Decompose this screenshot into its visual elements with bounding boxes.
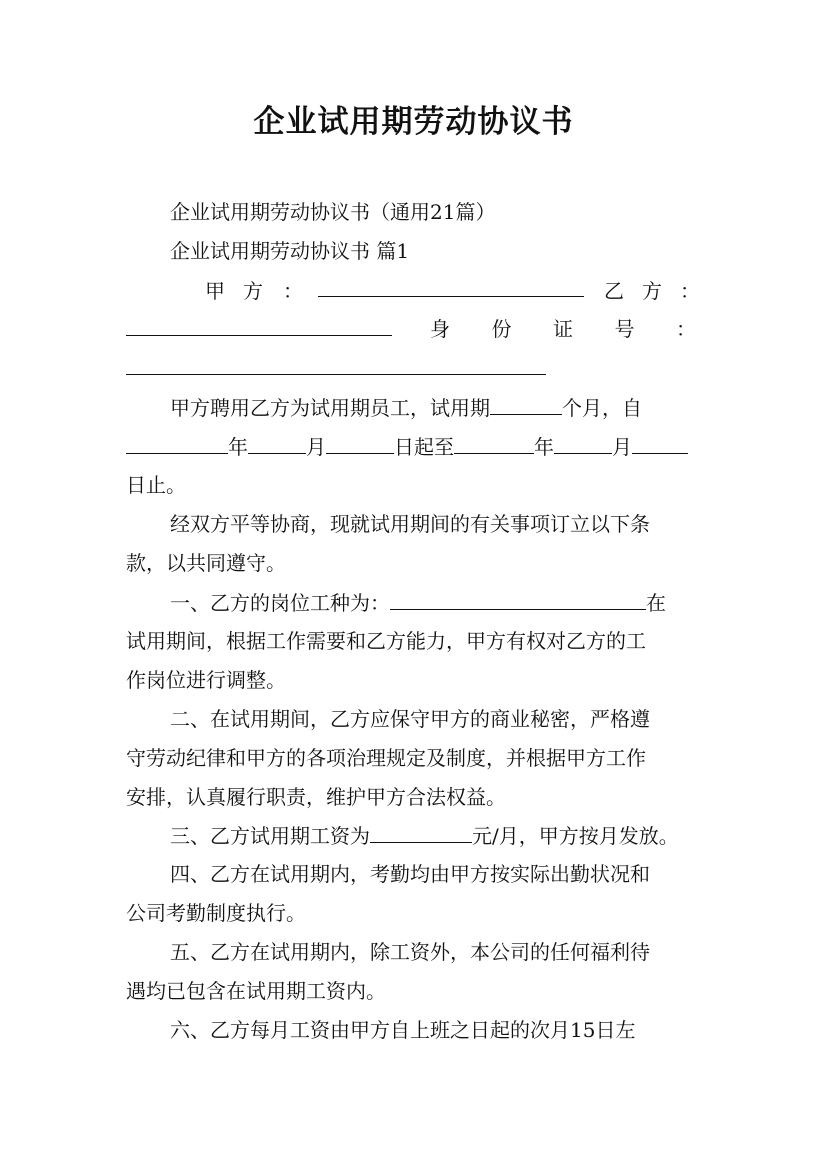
start-month-blank[interactable] <box>248 433 306 454</box>
p1-line-1 <box>170 394 642 421</box>
p3-line-3: 作岗位进行调整。 <box>126 668 286 692</box>
id-char-4: 号 <box>614 317 635 341</box>
section-heading: 企业试用期劳动协议书 篇1 <box>170 239 410 263</box>
id-char-3: 证 <box>553 317 573 341</box>
party-a-fang: 方 <box>243 279 263 303</box>
party-b-char: 乙 <box>604 279 624 303</box>
p6-line-2: 公司考勤制度执行。 <box>126 901 306 925</box>
p2-line-1: 经双方平等协商，现就试用期间的有关事项订立以下条 <box>170 512 650 536</box>
id-char-2: 份 <box>491 317 512 341</box>
party-b-blank[interactable] <box>126 335 392 336</box>
p5-text-b: 元/月，甲方按月发放。 <box>472 824 679 848</box>
party-a-colon: ： <box>283 279 303 303</box>
p8-line-1: 六、乙方每月工资由甲方自上班之日起的次月15日左 <box>170 1018 636 1042</box>
end-month-blank[interactable] <box>554 433 612 454</box>
party-b-colon: ： <box>680 279 700 303</box>
trial-months-blank[interactable] <box>490 394 562 415</box>
id-number-label <box>430 316 696 342</box>
document-subtitle: 企业试用期劳动协议书（通用21篇） <box>170 200 496 224</box>
p3-line-2: 试用期间，根据工作需要和乙方能力，甲方有权对乙方的工 <box>126 629 646 653</box>
p1-text-b: 个月，自 <box>562 396 642 420</box>
p5-line-1 <box>170 822 679 849</box>
p4-line-1: 二、在试用期间，乙方应保守甲方的商业秘密，严格遵 <box>170 707 650 731</box>
p1-text-month-2: 月 <box>612 435 632 459</box>
document-title: 企业试用期劳动协议书 <box>253 104 574 140</box>
party-b-fang: 方 <box>642 279 662 303</box>
p3-text-a: 一、乙方的岗位工种为： <box>170 591 390 615</box>
p5-text-a: 三、乙方试用期工资为 <box>170 824 370 848</box>
party-a-label <box>205 278 303 304</box>
id-number-blank[interactable] <box>126 374 546 375</box>
p1-line-3: 日止。 <box>126 473 186 497</box>
party-b-label <box>604 278 700 304</box>
start-year-blank[interactable] <box>126 433 228 454</box>
p4-line-2: 守劳动纪律和甲方的各项治理规定及制度，并根据甲方工作 <box>126 746 646 770</box>
party-a-blank[interactable] <box>318 296 584 297</box>
p1-text-a: 甲方聘用乙方为试用期员工，试用期 <box>170 396 490 420</box>
p3-line-1 <box>170 589 666 616</box>
p4-line-3: 安排，认真履行职责，维护甲方合法权益。 <box>126 785 506 809</box>
p7-line-2: 遇均已包含在试用期工资内。 <box>126 979 386 1003</box>
p1-text-until: 日起至 <box>394 435 454 459</box>
id-colon: ： <box>676 317 696 341</box>
p1-text-month: 月 <box>306 435 326 459</box>
p1-text-year-2: 年 <box>534 435 554 459</box>
p7-line-1: 五、乙方在试用期内，除工资外，本公司的任何福利待 <box>170 940 650 964</box>
p1-line-2 <box>126 433 688 460</box>
p3-text-b: 在 <box>646 591 666 615</box>
position-blank[interactable] <box>390 589 646 610</box>
p1-text-year: 年 <box>228 435 248 459</box>
end-day-blank[interactable] <box>632 433 688 454</box>
salary-blank[interactable] <box>370 822 472 843</box>
end-year-blank[interactable] <box>454 433 534 454</box>
party-a-char: 甲 <box>205 279 225 303</box>
id-char-1: 身 <box>430 317 450 341</box>
p6-line-1: 四、乙方在试用期内，考勤均由甲方按实际出勤状况和 <box>170 862 650 886</box>
p2-line-2: 款，以共同遵守。 <box>126 551 286 575</box>
start-day-blank[interactable] <box>326 433 394 454</box>
